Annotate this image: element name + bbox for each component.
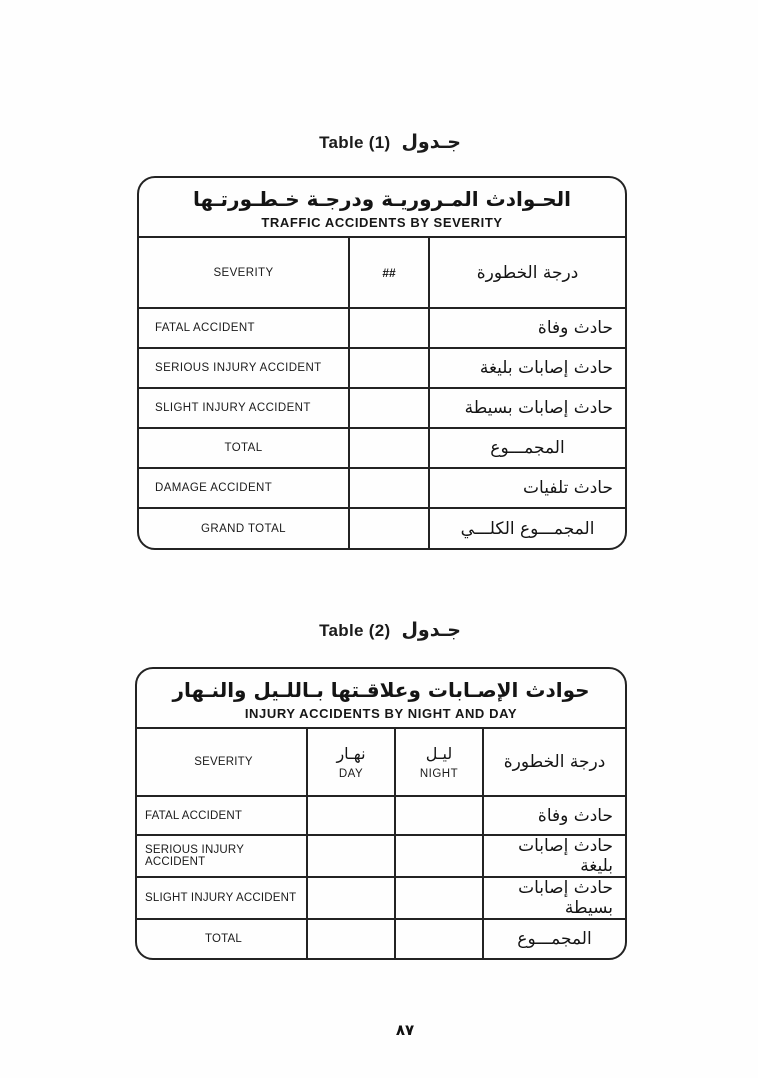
page-number: ٨٧	[395, 1021, 415, 1039]
severity-label-cell: SLIGHT INJURY ACCIDENT	[139, 388, 349, 428]
table2-caption-ar: جـدول	[401, 619, 461, 641]
severity-header-en: SEVERITY	[139, 238, 349, 308]
day-header-ar: نهـار	[336, 743, 366, 763]
table2-title-band	[137, 669, 625, 729]
table-row-grand-total	[139, 508, 625, 548]
severity-label-cell: SERIOUS INJURY ACCIDENT	[137, 835, 307, 877]
table-row	[139, 348, 625, 388]
table1-title-arabic: الحـوادث المـروريـة ودرجـة خـطـورتـها	[193, 187, 571, 211]
day-value-cell	[307, 919, 395, 958]
night-value-cell	[395, 835, 483, 877]
severity-arabic-cell: حادث إصابات بسيطة	[483, 877, 625, 919]
severity-header-ar: درجة الخطورة	[483, 729, 625, 796]
severity-label-cell: FATAL ACCIDENT	[137, 796, 307, 835]
severity-label-cell: DAMAGE ACCIDENT	[139, 468, 349, 508]
severity-label-cell: TOTAL	[139, 428, 349, 468]
day-value-cell	[307, 877, 395, 919]
night-value-cell	[395, 796, 483, 835]
count-value-cell	[349, 308, 429, 348]
table1-caption-ar: جـدول	[401, 131, 461, 153]
night-value-cell	[395, 877, 483, 919]
table1	[137, 176, 627, 550]
table-row-total	[139, 428, 625, 468]
severity-arabic-cell: حادث وفاة	[483, 796, 625, 835]
table2-caption-inner	[319, 619, 461, 641]
table1-caption-en: Table (1)	[319, 133, 391, 152]
night-header-ar: ليـل	[425, 743, 453, 763]
severity-header-en: SEVERITY	[137, 729, 307, 796]
severity-arabic-cell: المجمـــوع الكلـــي	[429, 508, 625, 548]
table-row	[139, 308, 625, 348]
severity-arabic-cell: حادث إصابات بسيطة	[429, 388, 625, 428]
severity-arabic-cell: حادث إصابات بليغة	[429, 348, 625, 388]
night-header	[395, 729, 483, 796]
severity-arabic-cell: المجمـــوع	[429, 428, 625, 468]
count-value-cell	[349, 508, 429, 548]
severity-arabic-cell: حادث إصابات بليغة	[483, 835, 625, 877]
severity-header-ar: درجة الخطورة	[429, 238, 625, 308]
night-value-cell	[395, 919, 483, 958]
count-value-cell	[349, 388, 429, 428]
count-value-cell	[349, 428, 429, 468]
table2-header-row	[137, 729, 625, 796]
count-header: ##	[349, 238, 429, 308]
severity-label-cell: TOTAL	[137, 919, 307, 958]
day-header	[307, 729, 395, 796]
table1-title-band	[139, 178, 625, 238]
table-row	[139, 388, 625, 428]
table2-title-english: INJURY ACCIDENTS BY NIGHT AND DAY	[244, 706, 518, 721]
table-row	[139, 468, 625, 508]
severity-arabic-cell: المجمـــوع	[483, 919, 625, 958]
table2	[135, 667, 627, 960]
day-value-cell	[307, 835, 395, 877]
table-row-total	[137, 919, 625, 958]
table2-grid	[137, 729, 625, 958]
night-header-en: NIGHT	[419, 767, 459, 780]
table-row	[137, 877, 625, 919]
table2-caption	[0, 619, 758, 641]
severity-label-cell: SERIOUS INJURY ACCIDENT	[139, 348, 349, 388]
table1-header-row	[139, 238, 625, 308]
severity-label-cell: GRAND TOTAL	[139, 508, 349, 548]
severity-arabic-cell: حادث تلفيات	[429, 468, 625, 508]
count-value-cell	[349, 468, 429, 508]
severity-arabic-cell: حادث وفاة	[429, 308, 625, 348]
table1-caption	[0, 131, 758, 153]
table2-title-arabic: حوادث الإصـابات وعلاقـتها بـاللـيل والنـهار	[172, 678, 590, 702]
table1-title-english: TRAFFIC ACCIDENTS BY SEVERITY	[261, 215, 503, 230]
table1-grid	[139, 238, 625, 548]
table2-caption-en: Table (2)	[319, 621, 391, 640]
day-value-cell	[307, 796, 395, 835]
table-row	[137, 796, 625, 835]
severity-label-cell: FATAL ACCIDENT	[139, 308, 349, 348]
count-value-cell	[349, 348, 429, 388]
severity-label-cell: SLIGHT INJURY ACCIDENT	[137, 877, 307, 919]
day-header-en: DAY	[338, 767, 364, 780]
table-row	[137, 835, 625, 877]
table1-caption-inner	[319, 131, 461, 153]
